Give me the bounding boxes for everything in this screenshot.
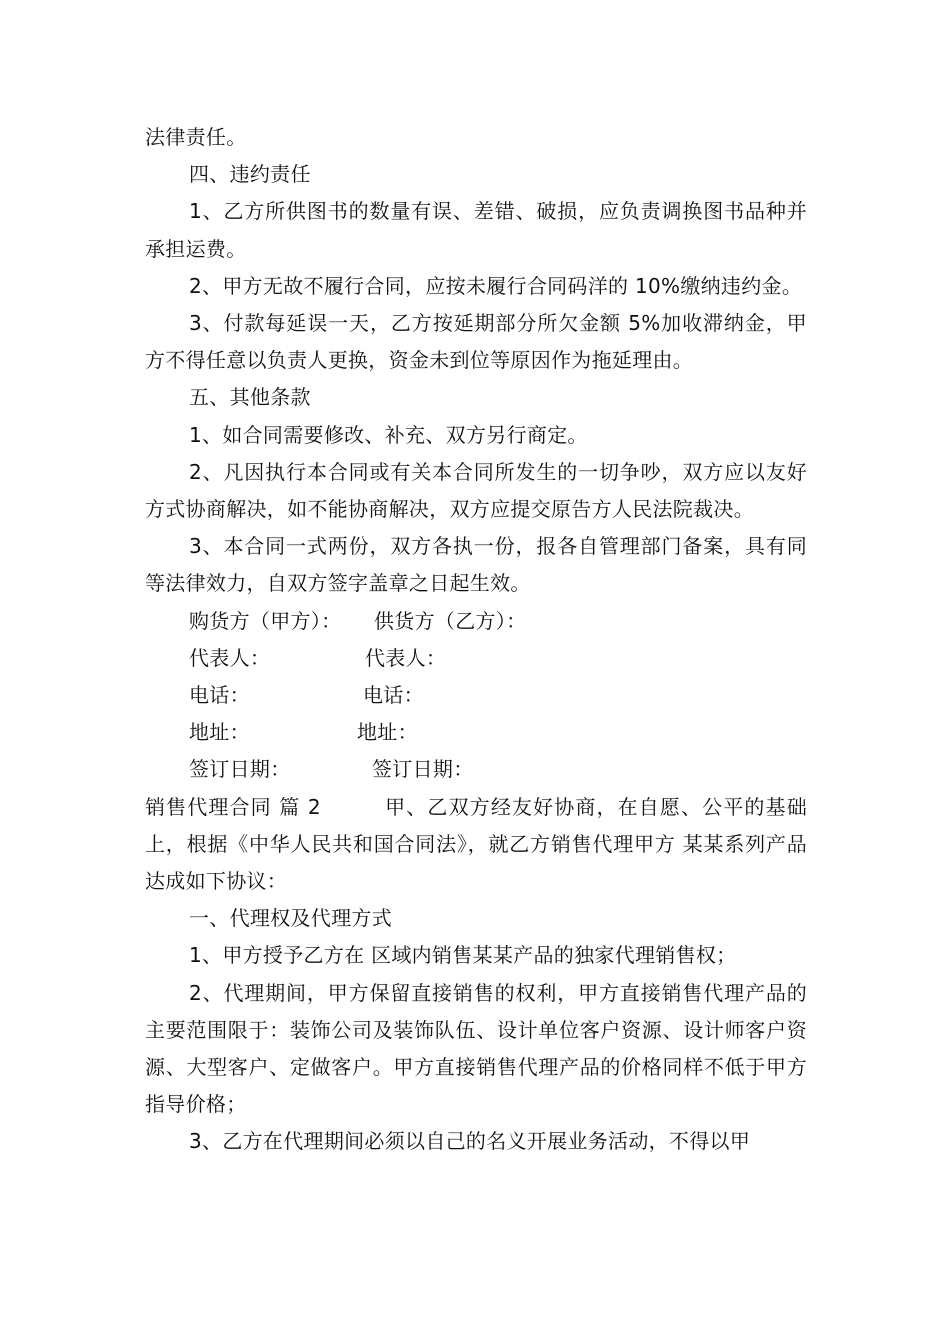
clause-paragraph: 3、付款每延误一天，乙方按延期部分所欠金额 5%加收滞纳金，甲方不得任意以负责人更换，资金未到位等原因作为拖延理由。 <box>145 311 807 373</box>
section-heading-breach-liability: 四、违约责任 <box>189 162 311 187</box>
clause-paragraph: 2、凡因执行本合同或有关本合同所发生的一切争吵，双方应以友好方式协商解决，如不能协商解决，双方应提交原告方人民法院裁决。 <box>145 459 807 522</box>
section-heading-other-terms: 五、其他条款 <box>189 385 311 410</box>
clause-paragraph: 3、本合同一式两份，双方各执一份，报各自管理部门备案，具有同等法律效力，自双方签字盖章之日起生效。 <box>145 534 807 596</box>
clause-paragraph: 2、代理期间，甲方保留直接销售的权利，甲方直接销售代理产品的主要范围限于：装饰公司及装饰队伍、设计单位客户资源、设计师客户资源、大型客户、定做客户。甲方直接销售代理产品的价格同样不低于甲方指导价格； <box>145 980 807 1117</box>
document-body <box>145 119 807 1161</box>
signature-row-date <box>145 751 807 788</box>
paragraph-continuation: 法律责任。 <box>145 125 247 149</box>
signature-seller-phone: 电话： <box>363 683 424 708</box>
signature-seller-label: 供货方（乙方）： <box>374 608 527 633</box>
clause-paragraph: 1、甲方授予乙方在 区域内销售某某产品的独家代理销售权； <box>189 943 737 968</box>
signature-buyer-date: 签订日期： <box>189 757 291 782</box>
signature-block <box>145 603 807 789</box>
clause-paragraph: 1、乙方所供图书的数量有误、差错、破损，应负责调换图书品种并承担运费。 <box>145 199 807 261</box>
signature-seller-date: 签订日期： <box>372 757 474 782</box>
signature-row-representative <box>145 640 807 677</box>
signature-row-parties <box>145 603 807 640</box>
signature-row-phone <box>145 677 807 714</box>
signature-buyer-label: 购货方（甲方）： <box>189 608 342 633</box>
signature-row-address <box>145 714 807 751</box>
signature-seller-address: 地址： <box>357 720 418 745</box>
section-heading-agency-rights: 一、代理权及代理方式 <box>189 906 392 931</box>
signature-buyer-phone: 电话： <box>189 683 250 708</box>
clause-paragraph: 1、如合同需要修改、补充、双方另行商定。 <box>189 422 588 447</box>
section2-intro: 销售代理合同 篇 2 甲、乙双方经友好协商，在自愿、公平的基础上，根据《中华人民共和国合同法》，就乙方销售代理甲方 某某系列产品达成如下协议： <box>145 794 807 893</box>
signature-buyer-address: 地址： <box>189 720 250 745</box>
clause-paragraph: 3、乙方在代理期间必须以自己的名义开展业务活动，不得以甲 <box>189 1129 751 1154</box>
clause-paragraph: 2、甲方无故不履行合同，应按未履行合同码洋的 10%缴纳违约金。 <box>189 273 803 298</box>
signature-seller-representative: 代表人： <box>365 645 447 670</box>
signature-buyer-representative: 代表人： <box>189 645 271 670</box>
